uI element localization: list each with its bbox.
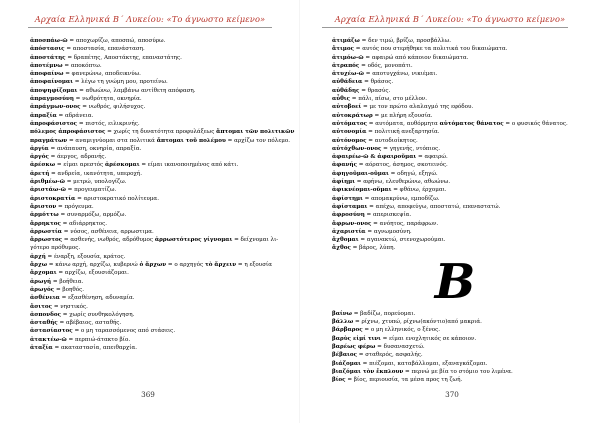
entry-term: ἀφίσταμαι — [332, 203, 368, 210]
glossary-entry — [30, 103, 276, 111]
glossary-entry — [30, 137, 291, 145]
entry-term: ἀργός — [30, 154, 49, 161]
entry-term: αὐτόνομος — [332, 137, 367, 144]
glossary-entry — [332, 170, 578, 178]
header-rule — [322, 27, 568, 28]
entry-term: αὐτονομία — [332, 129, 367, 136]
glossary-entry — [332, 95, 578, 103]
entry-term: βαίνω — [332, 310, 352, 317]
entry-definition: = αποκόπτω. — [62, 62, 102, 69]
header-rule — [28, 27, 272, 28]
entry-term: βίος — [332, 377, 346, 384]
entry-term: ἄτιμος — [332, 46, 355, 53]
entry-term: βαρὺς εἰμί τινι — [332, 335, 381, 342]
entry-term: ἀποψηφίζομαι — [30, 87, 78, 94]
entry-definition: = αδιάρρηκτος. — [60, 220, 108, 227]
entry-term: βάλλω — [332, 319, 354, 326]
section-letter-icon — [425, 258, 485, 304]
entry-term: ἄσιτος — [30, 303, 53, 310]
glossary-entry — [30, 70, 276, 78]
section-letter-glyph: Β — [434, 257, 476, 304]
glossary-entry — [30, 211, 276, 219]
entry-term: ἀφροσύνη — [332, 212, 365, 219]
glossary-entry — [30, 286, 276, 294]
entry-definition: = αριστοκρατικό πολίτευμα. — [75, 195, 159, 202]
entry-definition: = πρόγευμα. — [56, 203, 94, 210]
entry-definition: = αόρατος, άσημος, σκοτεινός. — [357, 162, 448, 169]
entry-term: ἀπραξία — [30, 112, 57, 119]
entry-definition: = ανόητος, παράφρων. — [371, 220, 439, 227]
glossary-entry — [30, 228, 276, 236]
entry-definition: = δραπέτης, Αποστάκτης, επαναστάτης. — [65, 54, 182, 61]
entry-term: ἀτιμόω-ῶ — [332, 54, 364, 61]
entry-definition: = νωθρός, φιλήσυχος. — [80, 104, 146, 111]
entry-term: ἀτραπός — [332, 62, 360, 69]
entry-term: ὁ ἄρχων — [139, 262, 167, 269]
glossary-entry — [332, 335, 578, 343]
glossary-entry — [332, 195, 578, 203]
glossary-entry — [30, 327, 276, 335]
entry-definition: = ο μη ελληνικός, ο ξένος. — [362, 327, 441, 334]
entry-definition: = σταθερός, ασφαλής. — [356, 352, 423, 359]
glossary-entry — [30, 294, 276, 302]
page-header: Αρχαία Ελληνικά Β΄ Λυκείου: «Το άγνωστο κείμενο» — [34, 14, 266, 24]
glossary-entry — [332, 376, 578, 384]
entry-term: πόλεμος ἀπροφάσιστος — [30, 129, 106, 136]
glossary-entry — [332, 137, 578, 145]
glossary-entry — [30, 178, 276, 186]
glossary-entry — [332, 220, 578, 228]
entry-term: ἄφρων-ονος — [332, 220, 372, 227]
entry-term: ἀριστάω-ῶ — [30, 187, 66, 194]
glossary-entry — [332, 120, 578, 128]
glossary-entry — [332, 186, 578, 194]
entry-term: ἀποφαίνω — [30, 71, 64, 78]
glossary-entry — [332, 37, 578, 45]
glossary-entry — [30, 261, 276, 269]
glossary-entry — [332, 360, 578, 368]
entry-term: τὸ ἄρχειν — [204, 262, 237, 269]
glossary-entry — [30, 78, 276, 86]
entry-term: πραγμάτων — [30, 137, 68, 144]
entry-term: ἀποφαίνομαι — [30, 79, 73, 86]
entry-definition: γότερο πρόθυμος. — [30, 245, 81, 252]
entry-term: ἀτακτέω-ῶ — [30, 336, 67, 343]
glossary-entry — [332, 178, 578, 186]
glossary-entry — [30, 203, 276, 211]
entry-definition: = απομακρύνω, εμποδίζω. — [362, 195, 440, 202]
entry-definition: = έναρξη, εξουσία, κράτος. — [45, 253, 126, 260]
entry-definition: = δεν τιμώ, βρίζω, προσβάλλω. — [359, 38, 452, 44]
entry-definition: = απέχω, αποφεύγω, αποστατώ, επαναστατώ. — [367, 203, 501, 210]
entry-term: ἀποτέμνω — [30, 62, 63, 69]
entry-term: αὐθάδεια — [332, 79, 363, 86]
entry-term: ἄρρωστος — [30, 237, 63, 244]
entry-term: αὐτοβοεί — [332, 104, 362, 111]
entry-definition: = δυσανασχετώ. — [375, 343, 425, 350]
glossary-entry — [332, 203, 578, 211]
glossary-entry — [332, 351, 578, 359]
entry-term: ἄπτομαι τοῦ πολέμου — [156, 137, 226, 144]
entry-definition: = βαδίζω, πορεύομαι. — [351, 310, 416, 317]
page-number: 369 — [141, 390, 155, 399]
entry-definition: = ο μη ταρασσόμενος από στάσεις. — [72, 328, 176, 335]
entry-term: ἀρέσκομαι — [104, 162, 140, 169]
entry-definition: = αποχωρίζω, αποσπώ, αποσύρω. — [67, 38, 166, 44]
glossary-column — [332, 37, 578, 384]
glossary-entry — [332, 343, 578, 351]
entry-term: αὐτοκράτωρ — [332, 112, 373, 119]
entry-definition: = με πλήρη εξουσία. — [372, 112, 433, 119]
glossary-entry — [332, 228, 578, 236]
entry-term: ἀρέσκω — [30, 162, 56, 169]
entry-term: ἀρετή — [30, 170, 50, 177]
entry-definition: = αυτοδιοίκητος. — [366, 137, 418, 144]
entry-definition: = συναρμόζω, αρμόζω. — [58, 212, 127, 219]
glossary-entry — [30, 186, 276, 194]
glossary-entry — [30, 112, 276, 120]
glossary-entry — [332, 103, 578, 111]
entry-definition: = είμαι αρεστός — [55, 162, 105, 169]
entry-term: ἀπόστασις — [30, 46, 65, 53]
entry-definition: = νηστικός. — [52, 303, 88, 310]
entry-definition: = γηγενής, ντόπιος. — [381, 145, 441, 152]
entry-definition: = περπιώ-άτακτο βίο. — [66, 336, 131, 343]
entry-term: ἄρχω — [30, 262, 48, 269]
glossary-entry — [30, 311, 276, 319]
glossary-entry — [332, 318, 578, 326]
entry-definition: = μετρώ, υπολογίζω. — [64, 179, 127, 186]
entry-definition: = ανδρεία, ικανότητα, υπεροχή. — [49, 170, 143, 177]
entry-term: ἀφικνέομαι-οῦμαι — [332, 187, 392, 194]
glossary-entry — [30, 37, 276, 45]
entry-term: ἄχθος — [332, 245, 351, 252]
entry-definition: = βίος, περιουσία, τα μέσα προς τη ζωή. — [345, 377, 463, 384]
glossary-entry — [332, 54, 578, 62]
entry-definition: = νόσος, ασθένεια, αρρωστιμα. — [61, 228, 154, 235]
right-page — [300, 0, 600, 423]
entry-definition: = χωρίς συνθηκολόγηση. — [61, 311, 135, 318]
entry-definition: = αφήνω, ελευθερώνω, αθωώνω. — [354, 179, 451, 186]
entry-definition: = αφαιρώ. — [416, 154, 448, 161]
entry-definition: = προγευματίζω. — [65, 187, 117, 194]
entry-term: αὐτόματος — [332, 120, 367, 127]
entry-definition: = πιστός, ειλικρινής. — [77, 120, 140, 127]
glossary-entry — [30, 45, 276, 53]
glossary-entry — [332, 145, 578, 153]
entry-definition: = ο αρχηγός — [166, 262, 205, 269]
entry-term: ἄχθομαι — [332, 237, 359, 244]
glossary-entry — [332, 236, 578, 244]
entry-definition: = βάρος, λύπη. — [350, 245, 396, 252]
entry-definition: = κάνω αρχή, αρχίζω, κυβερνώ — [47, 262, 140, 269]
entry-definition: = αποτυγχάνω, νικιέμαι. — [364, 71, 438, 78]
glossary-entry — [30, 278, 276, 286]
section-letter — [332, 258, 578, 304]
entry-term: αὐτόχθων-ονος — [332, 145, 382, 152]
glossary-entry — [30, 319, 276, 327]
glossary-entry — [30, 161, 276, 169]
page-number: 370 — [445, 390, 459, 399]
glossary-entry — [332, 70, 578, 78]
entry-term: βέβαιος — [332, 352, 357, 359]
glossary-entry — [30, 120, 276, 128]
entry-term: ἀφίημι — [332, 179, 355, 186]
entry-term: ἄπτομαι τῶν πολιτικῶν — [216, 129, 295, 136]
entry-term: ἀποσπάω-ῶ — [30, 38, 68, 44]
entry-definition: = θρασύς. — [359, 87, 391, 94]
glossary-entry — [30, 153, 276, 161]
glossary-entry — [30, 54, 276, 62]
entry-term: ἀφηγοῦμαι-οῦμαι — [332, 170, 389, 177]
entry-term: βάρβαρος — [332, 327, 363, 334]
entry-definition: = αγανακτώ, στενοχωρούμαι. — [358, 237, 446, 244]
entry-definition: = πιέζομαι, καταβάλλομαι, εξαναγκάζομαι. — [360, 360, 488, 367]
glossary-entry — [332, 78, 578, 86]
glossary-entry — [332, 310, 578, 318]
entry-definition: = περνώ με βία το στόμιο του λιμένα. — [403, 368, 513, 375]
entry-term: ἀχαριστία — [332, 228, 366, 235]
entry-term: ἄριστον — [30, 203, 57, 210]
entry-definition: = οδηγώ, εξηγώ. — [388, 170, 438, 177]
entry-definition: = αβέβαιος, ασταθής. — [57, 320, 122, 327]
glossary-entry — [332, 211, 578, 219]
entry-term: ἀριθμέω-ῶ — [30, 179, 65, 186]
glossary-list — [30, 37, 295, 352]
entry-term: ἀργία — [30, 145, 49, 152]
entry-definition: = ο φυσικός θάνατος. — [503, 120, 568, 127]
entry-definition: = είμαι ενοχλητικός σε κάποιον. — [380, 335, 477, 342]
glossary-entry — [332, 368, 578, 376]
glossary-list — [332, 37, 578, 253]
entry-term: βαρέως φέρω — [332, 343, 376, 350]
glossary-entry — [332, 87, 578, 95]
glossary-entry — [30, 128, 295, 136]
glossary-entry — [332, 45, 578, 53]
entry-definition: = νωθρότητα, οκνηρία. — [73, 96, 142, 103]
glossary-entry — [30, 145, 276, 153]
glossary-entry — [30, 303, 276, 311]
entry-definition: = αδράνεια. — [56, 112, 94, 119]
entry-term: ἀπραγμοσύνη — [30, 96, 74, 103]
glossary-entry — [30, 236, 279, 244]
entry-term: ἀρρωστία — [30, 228, 62, 235]
glossary-entry — [332, 128, 578, 136]
glossary-entry — [30, 269, 276, 277]
entry-definition: = βοήθεια. — [51, 278, 84, 285]
entry-term: ἄρχομαι — [30, 270, 57, 277]
entry-term: ἀπροφάσιστος — [30, 120, 78, 127]
entry-definition: = πάλι, πίσω, στο μέλλον. — [350, 96, 428, 103]
entry-term: ἀρρωστότερος γίγνομαι — [154, 237, 233, 244]
entry-term: ἀρωγή — [30, 278, 52, 285]
entry-definition: = αγνωμοσύνη. — [365, 228, 412, 235]
entry-term: βιαζόμαι τὸν ἔκπλουν — [332, 368, 404, 375]
entry-definition: = η εξουσία — [236, 262, 272, 269]
entry-term: ἁρμόττω — [30, 212, 59, 219]
entry-definition: = με τον πρώτο αλαλαγμό της εφόδου. — [361, 104, 474, 111]
glossary-entry — [332, 326, 578, 334]
entry-definition: = απερισκεψία. — [364, 212, 412, 219]
entry-term: ἀφίστημι — [332, 195, 363, 202]
entry-term: αὐθάδης — [332, 87, 360, 94]
entry-term: ἄρρηκτος — [30, 220, 61, 227]
glossary-entry — [30, 62, 276, 70]
entry-definition: = είμαι ικανοποιημένος από κάτι. — [139, 162, 239, 169]
glossary-entry — [332, 153, 578, 161]
entry-term: ἀταξία — [30, 344, 53, 351]
entry-term: αὖθις — [332, 96, 351, 103]
glossary-entry — [30, 170, 276, 178]
glossary-entry — [30, 336, 276, 344]
glossary-entry — [30, 244, 276, 252]
entry-term: ἀφανής — [332, 162, 358, 169]
glossary-entry — [30, 195, 276, 203]
entry-definition: = αθωώνω, λαμβάνω αντίθετη απόφαση. — [77, 87, 196, 94]
glossary-entry — [30, 220, 276, 228]
entry-definition: = αυτός που στερήθηκε τα πολιτικά του δικαιώματα. — [354, 46, 508, 53]
entry-definition: = οδός, μονοπάτι. — [359, 62, 413, 69]
glossary-entry — [332, 161, 578, 169]
entry-definition: = αφαιρώ από κάποιον δικαιώματα. — [363, 54, 469, 61]
entry-definition: = χωρίς τη δυνατότητα προφυλάξεως — [105, 129, 217, 136]
entry-term: ἀσταθής — [30, 320, 58, 327]
entry-definition: = ρίχνω, χτυπώ, ρίχνω(ακόντιο)από μακριά. — [353, 319, 482, 326]
entry-term: ἀσθένεια — [30, 295, 60, 302]
entry-definition: = φανερώνω, αποδεικνύω. — [63, 71, 141, 78]
glossary-entry — [30, 95, 276, 103]
entry-definition: = λέγω τη γνώμη μου, προτείνω. — [72, 79, 168, 86]
entry-term: ἀριστοκρατία — [30, 195, 76, 202]
entry-term: βιάζομαι — [332, 360, 361, 367]
entry-definition: = βοηθός. — [54, 286, 85, 293]
entry-term: ἀπράγμων-ονος — [30, 104, 81, 111]
entry-definition: = πολιτική ανεξαρτησία. — [366, 129, 440, 136]
entry-definition: = φθάνω, έρχομαι. — [391, 187, 447, 194]
entry-term: ἀτυχέω-ῶ — [332, 71, 365, 78]
glossary-list — [332, 310, 578, 385]
entry-definition: = αρχίζω τον πόλεμο. — [225, 137, 291, 144]
entry-definition: = ανάπαυση, οκνηρία, απραξία. — [48, 145, 142, 152]
entry-term: ἀρωγός — [30, 286, 55, 293]
entry-definition: = θράσος. — [362, 79, 394, 86]
entry-term: ἀποστάτης — [30, 54, 66, 61]
page-header: Αρχαία Ελληνικά Β΄ Λυκείου: «Το άγνωστο κείμενο» — [334, 14, 566, 24]
entry-definition: = εξασθένηση, αδυναμία. — [59, 295, 135, 302]
entry-term: ἀσπονδος — [30, 311, 62, 318]
entry-definition: = άεργος, αδρανής. — [48, 154, 107, 161]
glossary-entry — [30, 344, 276, 352]
entry-term: ἀφαιρέω-ῶ & ἀφαιροῦμαι — [332, 154, 417, 161]
entry-definition: = δείχνομαι λι- — [232, 237, 279, 244]
entry-term: αὐτόματος θάνατος — [439, 120, 504, 127]
glossary-entry — [30, 253, 276, 261]
entry-definition: = ασθενής, νωθρός, αδρόθυμος — [62, 237, 155, 244]
entry-term: ἀτιμάζω — [332, 38, 360, 44]
entry-term: ἀρχή — [30, 253, 46, 260]
glossary-entry — [30, 87, 276, 95]
entry-definition: = αυτόματα, αυθόρμητα — [366, 120, 440, 127]
entry-definition: = αναμιγνύομαι στα πολιτικά — [67, 137, 157, 144]
glossary-entry — [332, 62, 578, 70]
glossary-entry — [332, 112, 578, 120]
entry-definition: = αποστασία, επανάσταση. — [64, 46, 145, 53]
glossary-entry — [332, 244, 578, 252]
entry-term: ἀστασίαστος — [30, 328, 73, 335]
entry-definition: = ακαταστασία, απειθαρχία. — [52, 344, 138, 351]
entry-definition: = αρχίζω, εξουσιάζομαι. — [56, 270, 129, 277]
